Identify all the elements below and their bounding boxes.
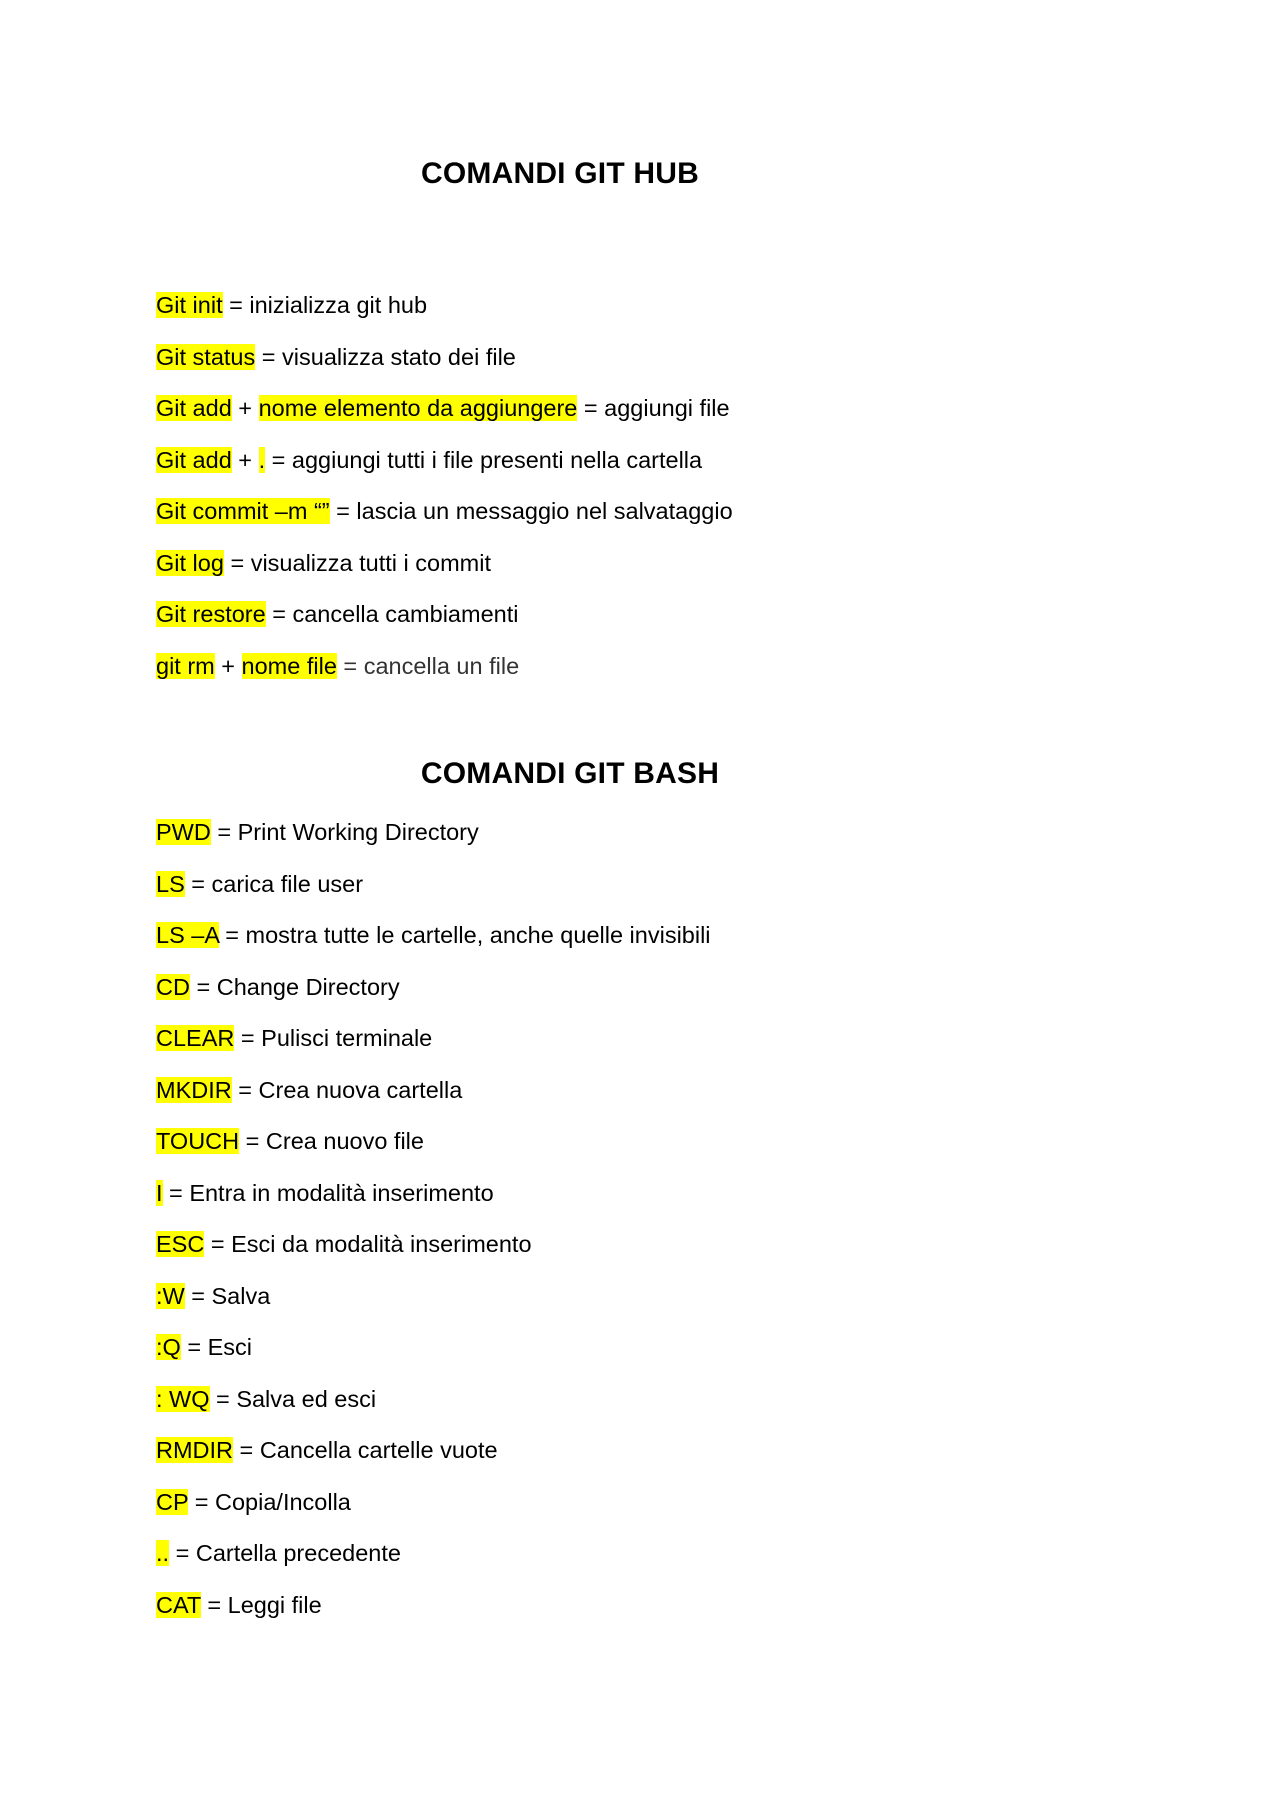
command-row [156, 1487, 711, 1539]
command-keyword: Git init [156, 292, 223, 318]
command-row [156, 1538, 711, 1590]
command-row [156, 920, 711, 972]
section-title-git-hub: COMANDI GIT HUB [421, 157, 699, 190]
command-row [156, 651, 733, 703]
command-row [156, 496, 733, 548]
git-hub-command-list [156, 290, 733, 702]
command-keyword: CP [156, 1488, 189, 1515]
command-description: = mostra tutte le cartelle, anche quelle invisibili [218, 922, 711, 948]
command-keyword: ESC [156, 1231, 205, 1257]
command-description: = Leggi file [200, 1591, 322, 1618]
command-description: = cancella un file [336, 652, 520, 679]
command-row [156, 1384, 711, 1436]
command-keyword: CAT [156, 1591, 201, 1618]
command-description: = Cartella precedente [169, 1540, 401, 1566]
command-description: = Entra in modalità inserimento [162, 1179, 494, 1206]
command-row [156, 1229, 711, 1281]
command-description: = inizializza git hub [222, 292, 428, 318]
command-row [156, 290, 733, 342]
command-keyword: . [258, 446, 266, 473]
command-keyword: git rm [156, 652, 215, 679]
command-row [156, 342, 733, 394]
command-keyword: MKDIR [156, 1076, 232, 1103]
command-keyword: CD [156, 973, 190, 1000]
command-row [156, 869, 711, 921]
command-keyword: .. [156, 1540, 170, 1566]
command-description: + [231, 446, 259, 473]
command-keyword: PWD [156, 819, 211, 845]
command-row [156, 548, 733, 600]
command-row [156, 1590, 711, 1642]
command-keyword: : WQ [156, 1385, 210, 1412]
command-keyword: CLEAR [156, 1025, 235, 1051]
command-keyword: I [156, 1179, 163, 1206]
command-description: = aggiungi file [577, 395, 730, 421]
command-keyword: nome file [241, 652, 337, 679]
command-description: = Crea nuovo file [239, 1128, 424, 1154]
command-keyword: :Q [156, 1334, 181, 1360]
section-title-git-bash: COMANDI GIT BASH [420, 757, 720, 790]
command-description: = Print Working Directory [210, 819, 479, 845]
command-keyword: TOUCH [156, 1128, 240, 1154]
command-description: = carica file user [184, 870, 364, 897]
command-keyword: Git add [156, 446, 232, 473]
command-row [156, 817, 711, 869]
command-row [156, 1332, 711, 1384]
command-keyword: :W [156, 1282, 185, 1309]
command-row [156, 393, 733, 445]
command-keyword: Git status [156, 343, 256, 370]
git-bash-command-list [156, 817, 711, 1641]
command-keyword: Git add [156, 395, 232, 421]
command-keyword: RMDIR [156, 1437, 234, 1463]
command-row [156, 445, 733, 497]
command-description: = Pulisci terminale [234, 1025, 433, 1051]
command-keyword: LS –A [156, 922, 219, 948]
command-description: = Change Directory [189, 973, 400, 1000]
command-description: = Salva [184, 1282, 271, 1309]
command-row [156, 1281, 711, 1333]
command-description: = visualizza tutti i commit [223, 549, 491, 576]
command-keyword: Git commit –m “” [156, 498, 330, 524]
command-row [156, 1023, 711, 1075]
command-description: + [231, 395, 259, 421]
command-keyword: Git log [156, 549, 224, 576]
command-description: + [214, 652, 242, 679]
command-keyword: nome elemento da aggiungere [258, 395, 578, 421]
command-keyword: Git restore [156, 601, 266, 627]
command-description: = aggiungi tutti i file presenti nella cartella [265, 446, 703, 473]
command-row [156, 1435, 711, 1487]
command-row [156, 599, 733, 651]
command-description: = visualizza stato dei file [255, 343, 516, 370]
command-description: = Crea nuova cartella [231, 1076, 463, 1103]
command-row [156, 1075, 711, 1127]
command-row [156, 972, 711, 1024]
command-row [156, 1126, 711, 1178]
command-description: = Esci [180, 1334, 252, 1360]
command-description: = cancella cambiamenti [265, 601, 519, 627]
command-description: = Salva ed esci [209, 1385, 377, 1412]
command-row [156, 1178, 711, 1230]
command-description: = Esci da modalità inserimento [204, 1231, 532, 1257]
command-keyword: LS [156, 870, 185, 897]
command-description: = Cancella cartelle vuote [233, 1437, 498, 1463]
command-description: = Copia/Incolla [188, 1488, 351, 1515]
command-description: = lascia un messaggio nel salvataggio [329, 498, 733, 524]
